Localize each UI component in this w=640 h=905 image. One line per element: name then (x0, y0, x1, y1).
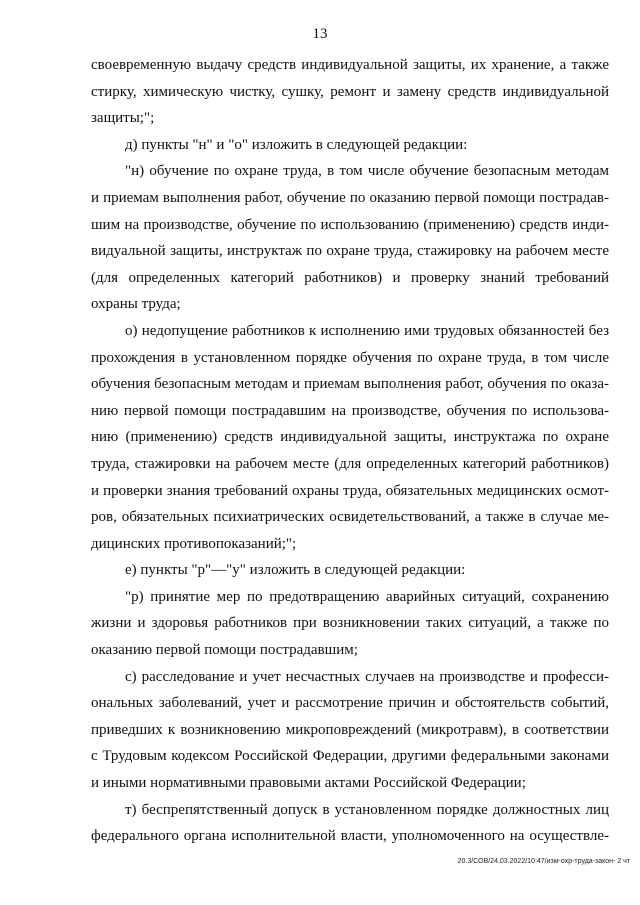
text-line: "р) принятие мер по предотвращению аварийных ситуаций, сохранению (125, 588, 609, 605)
text-line: ональных заболеваний, учет и рассмотрение причин и обстоятельств событий, (91, 695, 609, 712)
text-line: ров, обязательных психиатрических освидетельствований, а также в случае ме- (91, 509, 609, 526)
text-line: оказанию первой помощи пострадавшим; (91, 642, 358, 659)
text-line: о) недопущение работников к исполнению ими трудовых обязанностей без (125, 322, 609, 339)
text-line: е) пункты "р"—"у" изложить в следующей редакции: (125, 562, 466, 579)
text-line: федерального органа исполнительной власти, уполномоченного на осуществле- (91, 828, 609, 845)
text-line: охраны труда; (91, 296, 181, 313)
text-line: и приемам выполнения работ, обучение по оказанию первой помощи пострадав- (91, 189, 609, 206)
text-line: нию (применению) средств индивидуальной защиты, инструктажа по охране (91, 429, 609, 446)
text-line: и проверки знания требований охраны труда, обязательных медицинских осмот- (91, 482, 609, 499)
text-line: с Трудовым кодексом Российской Федерации, другими федеральными законами (91, 748, 609, 765)
text-line: прохождения в установленном порядке обучения по охране труда, в том числе (91, 349, 609, 366)
text-line: и иными нормативными правовыми актами Российской Федерации; (91, 775, 526, 792)
page-number: 13 (312, 26, 328, 42)
text-line: дицинских противопоказаний;"; (91, 535, 297, 552)
document-body (91, 52, 609, 850)
text-line: "н) обучение по охране труда, в том числе обучение безопасным методам (125, 163, 609, 180)
text-line: труда, стажировки на рабочем месте (для определенных категорий работников) (91, 455, 609, 472)
text-line: д) пункты "н" и "о" изложить в следующей редакции: (125, 136, 468, 153)
text-line: жизни и здоровья работников при возникновении таких ситуаций, а также по (91, 615, 609, 632)
text-line: (для определенных категорий работников) и проверку знаний требований (91, 269, 609, 286)
footer-code: 20.3/СОВ/24.03.2022/10:47/изм-охр-труда-закон- 2 чт (457, 858, 630, 865)
text-line: с) расследование и учет несчастных случаев на производстве и професси- (125, 668, 609, 685)
text-line: обучения безопасным методам и приемам выполнения работ, обучения по оказа- (91, 376, 609, 393)
text-line: приведших к возникновению микроповреждений (микротравм), в соответствии (91, 721, 609, 738)
text-line: стирку, химическую чистку, сушку, ремонт и замену средств индивидуальной (91, 83, 609, 100)
text-line: нию первой помощи пострадавшим на производстве, обучения по использова- (91, 402, 609, 419)
text-line: шим на производстве, обучение по использованию (применению) средств инди- (91, 216, 609, 233)
text-line: т) беспрепятственный допуск в установленном порядке должностных лиц (125, 801, 609, 818)
text-line: видуальной защиты, инструктаж по охране труда, стажировку на рабочем месте (91, 243, 609, 260)
text-line: своевременную выдачу средств индивидуальной защиты, их хранение, а также (91, 57, 609, 73)
text-line: защиты;"; (91, 110, 155, 127)
